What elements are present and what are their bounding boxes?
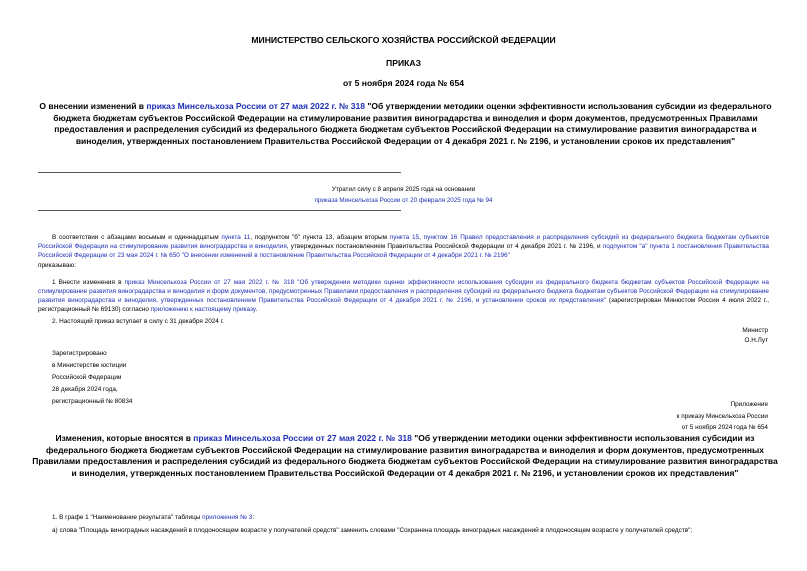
divider-top (38, 172, 401, 173)
appendix-header-line: от 5 ноября 2024 года № 654 (681, 424, 768, 431)
title-prefix: О внесении изменений в (39, 101, 147, 111)
appendix-header (560, 399, 768, 434)
change-item-1 (52, 514, 254, 523)
change-item-1-link[interactable]: приложения № 3 (202, 514, 253, 521)
p1-text-c: , (419, 234, 424, 241)
appendix-header-line: Приложение (730, 401, 768, 408)
doc-type-heading: ПРИКАЗ (386, 58, 421, 68)
registration-line: 28 декабря 2024 года, (52, 386, 118, 393)
registration-line: Российской Федерации (52, 374, 122, 381)
p2-text-c: . (255, 305, 258, 313)
p2-text-b: (зарегистрирован Минюстом России 4 июля 2022 г., регистрационный № 69130) согласно (38, 296, 769, 313)
p1-link-rules[interactable]: пунктом 16 Правил предоставления и распределения субсидий из федерального бюджета бюджетам субъектов Российской Федерации на стимулирование развития виноградарства и виноделия (38, 234, 769, 250)
p1-link-resolution[interactable]: подпунктом "а" пункта 1 постановления Правительства Российской Федерации от 23 мая 2024 г. № 650 "О внесении изменений в постановление Правительства Российской Федерации от 4 декабря 2021 г. № 2196" (38, 242, 769, 259)
item1-paragraph (38, 279, 769, 315)
appendix-header-line: к приказу Минсельхоза России (676, 412, 768, 420)
p1-text-b: , подпунктом "б" пункта 13, абзацем вторым (250, 234, 390, 241)
registration-block (52, 348, 132, 408)
ministry-heading: МИНИСТЕРСТВО СЕЛЬСКОГО ХОЗЯЙСТВА РОССИЙСКОЙ ФЕДЕРАЦИИ (251, 35, 556, 45)
signature-position: Министр (742, 327, 768, 334)
title-rest: "Об утверждении методики оценки эффективности использования субсидии из федерального бюджета бюджетам субъектов Российской Федерации на стимулирование развития виноградарства и виноделия и форм документов, предусмотренных Правилами предоставления и распределения субсидий из федерального бюджета бюджетам субъектов Российской Федерации на стимулирование развития виноградарства и виноделия, утвержденных постановлением Правительства Российской Федерации от 4 декабря 2021 г. № 2196, и установлении сроков их представления" (53, 101, 772, 146)
order-title (38, 101, 773, 147)
p1-text-a: В соответствии с абзацами восьмым и одиннадцатым (52, 234, 222, 241)
registration-line: в Министерстве юстиции (52, 362, 127, 369)
signature-name: О.Н.Лут (744, 337, 768, 344)
change-item-1a: а) слова "Площадь виноградных насаждений в плодоносящем возрасте у получателей средств" заменить словами "Сохранена площадь виноградных насаждений в плодоносящем возрасте у получателей средств"; (52, 527, 693, 534)
p2-link-appendix[interactable]: приложению к настоящему приказу (150, 305, 256, 313)
registration-line: регистрационный № 80834 (52, 398, 133, 405)
p2-text-a: 1 Внести изменения в (52, 279, 125, 286)
change-item-1-text-a: 1. В графе 1 "Наименование результата" таблицы (52, 514, 203, 521)
p1-link-punkt15[interactable]: пункта 15 (389, 234, 420, 241)
p1-text-d: , утвержденных постановлением Правительства Российской Федерации от 4 декабря 2021 г. № 2196, и (286, 242, 603, 250)
title-order-link[interactable]: приказ Минсельхоза России от 27 мая 2022 г. № 318 (146, 101, 365, 111)
appendix-title-link[interactable]: приказ Минсельхоза России от 27 мая 2022 г. № 318 (193, 433, 412, 443)
appendix-title-prefix: Изменения, которые вносятся в (55, 433, 194, 443)
appendix-title (30, 433, 780, 479)
status-note-link[interactable]: приказа Минсельхоза России от 20 февраля 2025 года № 94 (314, 197, 493, 204)
registration-line: Зарегистрировано (52, 350, 107, 357)
p1-order-word: приказываю: (38, 262, 76, 269)
status-note-line1: Утратил силу с 8 апреля 2025 года на основании (331, 186, 476, 193)
change-item-1-text-b: : (252, 514, 255, 521)
p2-link-order318[interactable]: приказ Минсельхоза России от 27 мая 2022 г. № 318 "Об утверждении методики оценки эффективности использования субсидии из федерального бюджета бюджетам субъектов Российской Федерации на стимулирование развития виноградарства и виноделия и форм документов, предусмотренных Правилами предоставления и распределения субсидий из федерального бюджета бюджетам субъектов Российской Федерации на стимулирование развития виноградарства и виноделия, утвержденных постановлением Правительства Российской Федерации от 4 декабря 2021 г. № 2196, и установлении сроков их представления" (38, 279, 769, 304)
divider-bottom (38, 210, 401, 211)
doc-date-number: от 5 ноября 2024 года № 654 (342, 78, 465, 88)
appendix-title-rest: "Об утверждении методики оценки эффективности использования субсидии из федерального бюджета бюджетам субъектов Российской Федерации на стимулирование развития виноградарства и виноделия и форм документов, предусмотренных Правилами предоставления и распределения субсидий из федерального бюджета бюджетам субъектов Российской Федерации на стимулирование развития виноградарства и виноделия, утвержденных постановлением Правительства Российской Федерации от 4 декабря 2021 г. № 2196, и установлении сроков их представления" (32, 433, 778, 478)
p1-link-punkt11[interactable]: пункта 11 (221, 234, 251, 241)
preamble-paragraph (38, 234, 769, 261)
item2-paragraph: 2. Настоящий приказ вступает в силу с 31 декабря 2024 г. (52, 318, 224, 325)
